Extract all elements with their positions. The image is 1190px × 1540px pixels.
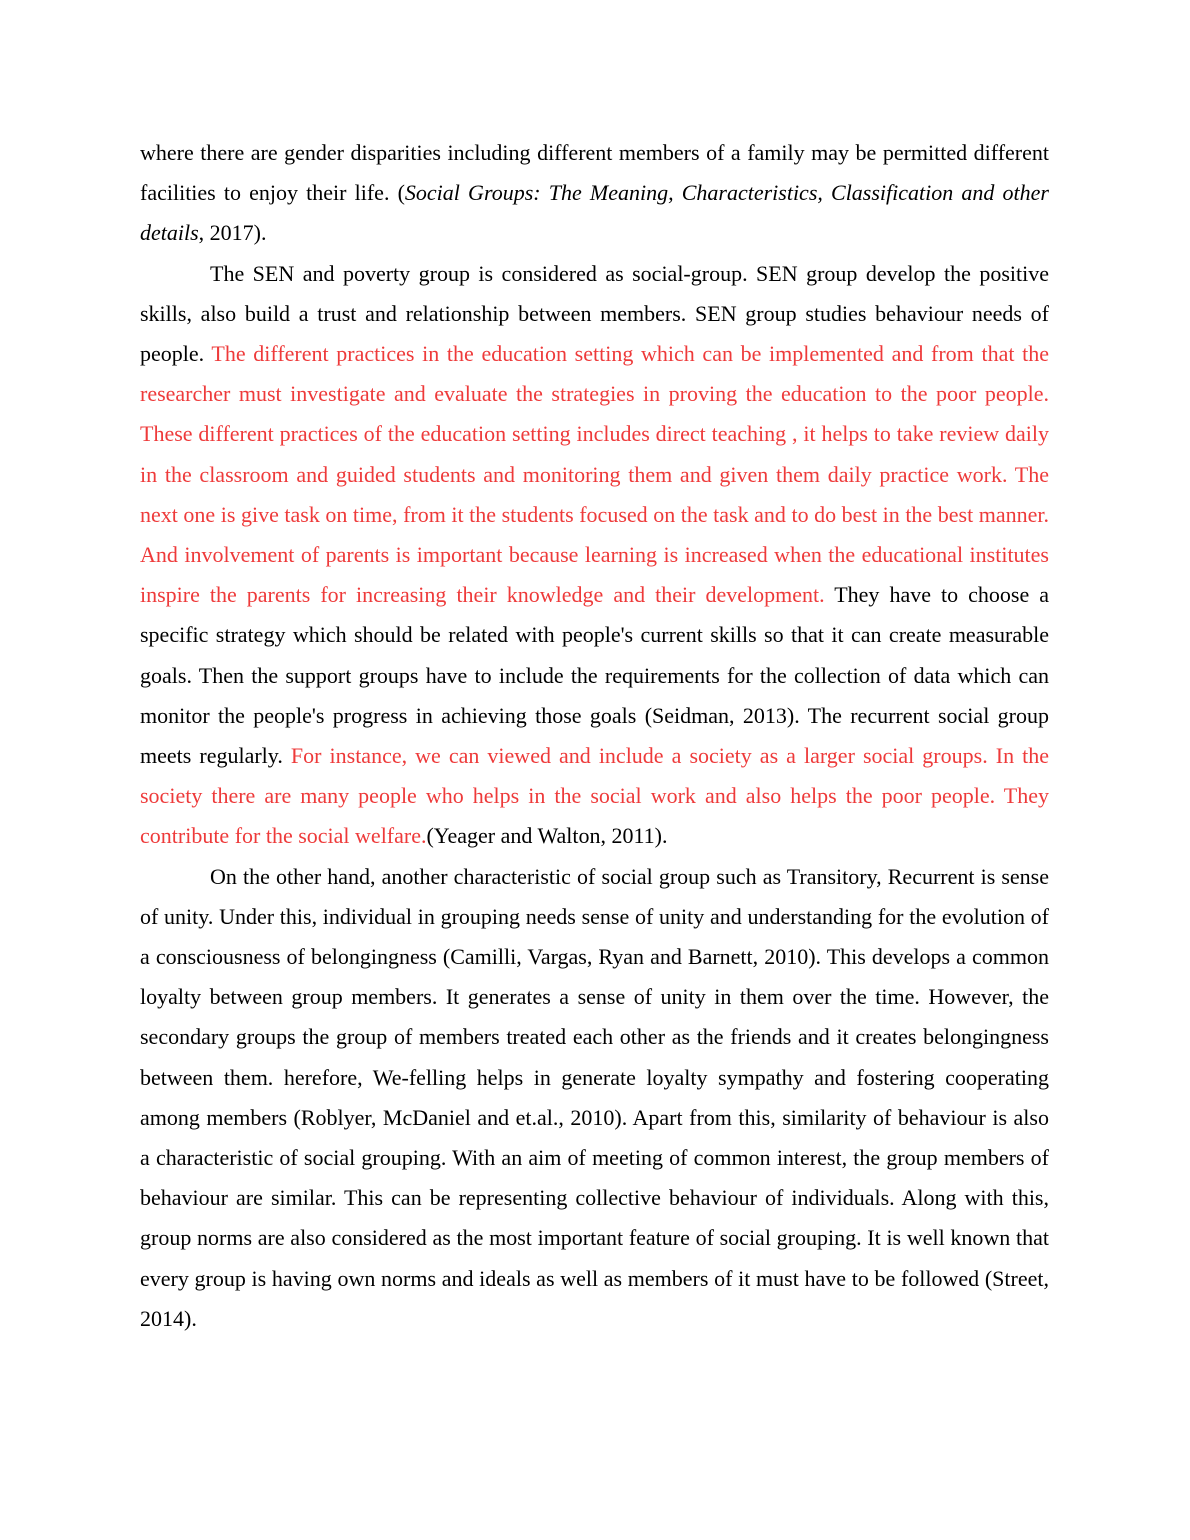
citation-title: Social Groups: The Meaning, Characteristics, Classification and other details (140, 180, 1049, 246)
paragraph-characteristics (140, 857, 1049, 1339)
paragraph-sen-poverty (140, 254, 1049, 857)
paragraph-text: where there are gender disparities including different members of a family may be permitted different facilities to enjoy their life. ( (140, 140, 1049, 206)
paragraph-text: They have to choose a specific strategy which should be related with people's current skills so that it can create measurable goals. Then the support groups have to include the requirements for the collection of data which can monitor the people's progress in achieving those goals (Seidman, 2013). The recurrent social group meets regularly. (140, 582, 1049, 769)
citation: (Yeager and Walton, 2011). (426, 823, 668, 849)
citation-year: , 2017). (198, 220, 267, 246)
paragraph-continuation (140, 133, 1049, 254)
paragraph-text: The SEN and poverty group is considered as social-group. SEN group develop the positive skills, also build a trust and relationship between members. SEN group studies behaviour needs of people. (140, 260, 1049, 367)
document-page (140, 133, 1049, 1339)
paragraph-text: On the other hand, another characteristic of social group such as Transitory, Recurrent is sense of unity. Under this, individual in grouping needs sense of unity and understanding for the evolution of a consciousness of belongingness (Camilli, Vargas, Ryan and Barnett, 2010). This develops a common loyalty between group members. It generates a sense of unity in them over the time. However, the secondary groups the group of members treated each other as the friends and it creates belongingness between them. herefore, We-felling helps in generate loyalty sympathy and fostering cooperating among members (Roblyer, McDaniel and et.al., 2010). Apart from this, similarity of behaviour is also a characteristic of social grouping. With an aim of meeting of common interest, the group members of behaviour are similar. This can be representing collective behaviour of individuals. Along with this, group norms are also considered as the most important feature of social grouping. It is well known that every group is having own norms and ideals as well as members of it must have to be followed (Street, 2014). (140, 863, 1049, 1331)
highlighted-text: The different practices in the education setting which can be implemented and from that the researcher must investigate and evaluate the strategies in proving the education to the poor people. These different practices of the education setting includes direct teaching , it helps to take review daily in the classroom and guided students and monitoring them and given them daily practice work. The next one is give task on time, from it the students focused on the task and to do best in the best manner. And involvement of parents is important because learning is increased when the educational institutes inspire the parents for increasing their knowledge and their development. (140, 341, 1049, 608)
highlighted-text: For instance, we can viewed and include a society as a larger social groups. In the society there are many people who helps in the social work and also helps the poor people. They contribute for the social welfare. (140, 743, 1049, 849)
